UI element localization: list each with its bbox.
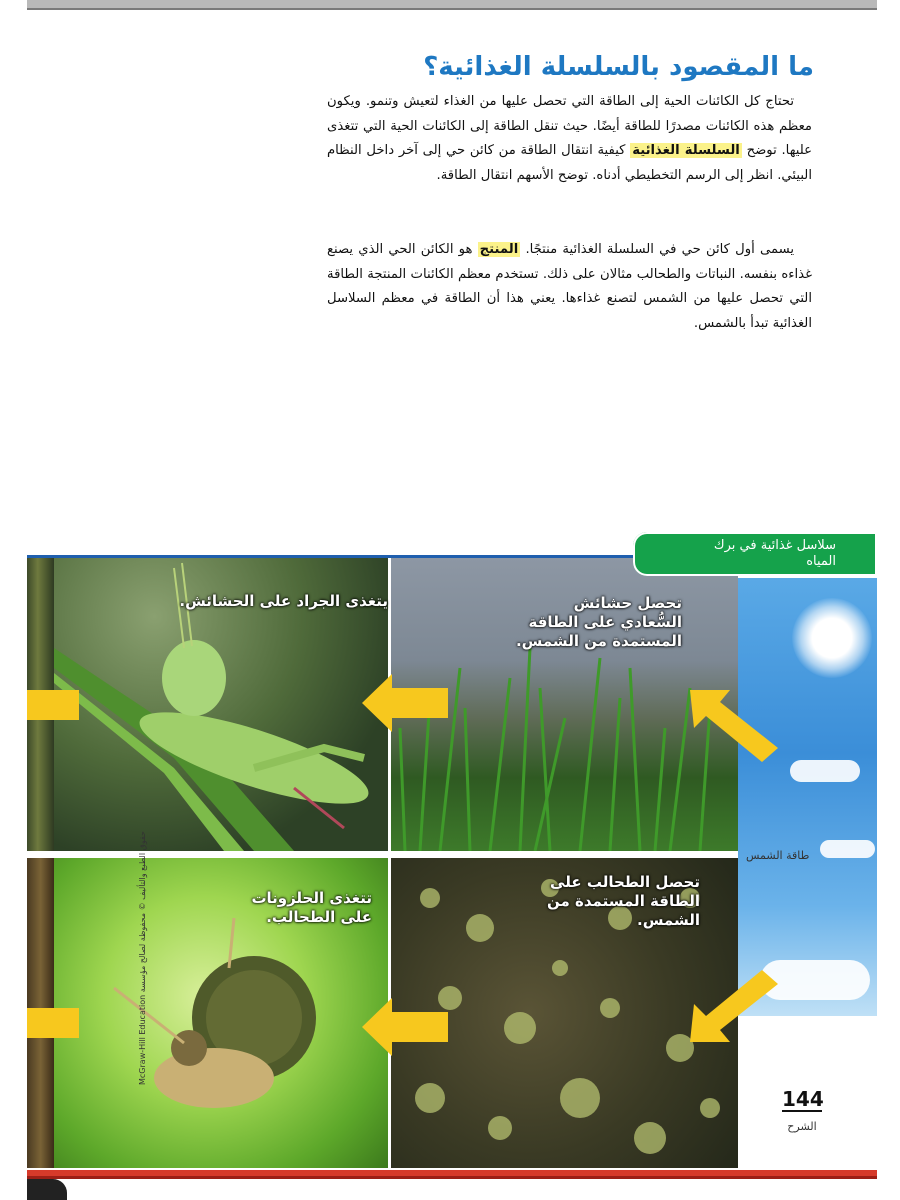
term-food-chain: السلسلة الغذائية <box>632 143 740 158</box>
arrow-down-left-icon <box>690 968 780 1044</box>
page-number: 144 <box>782 1087 824 1111</box>
top-rule-shadow <box>27 8 877 10</box>
arrow-down-left-icon <box>690 688 780 764</box>
producer-text-1: يسمى أول كائن حي في السلسلة الغذائية منتجًا. <box>525 242 795 257</box>
intro-text-1: تحتاج كل الكائنات الحية إلى الطاقة التي تحصل عليها من الغذاء لتعيش وتنمو. ويكون معظم هذه الكائنات مصدرًا للطاقة أيضًا. حيث تنقل الطاقة إلى الكائنات الحية التي تتغذى عليها. توضح <box>327 94 812 158</box>
intro-paragraph <box>327 90 812 188</box>
cloud-shape <box>820 840 875 858</box>
caption-grass: تحصل حشائش السُّعادي على الطاقة المستمدة من الشمس. <box>515 594 682 650</box>
producer-paragraph <box>327 238 812 336</box>
page-label: الشرح <box>787 1120 817 1133</box>
sun-icon <box>792 598 872 678</box>
caption-snail: تتغذى الحلزونات على الطحالب. <box>251 889 372 926</box>
photo-divider-horizontal <box>27 851 738 858</box>
page-title: ما المقصود بالسلسلة الغذائية؟ <box>423 52 814 82</box>
bottom-corner-tab <box>27 1179 67 1200</box>
bottom-rule-shadow <box>27 1176 877 1179</box>
caption-grasshopper: يتغذى الجراد على الحشائش. <box>179 592 388 610</box>
figure-title: سلاسل غذائية في برك المياه <box>713 538 836 569</box>
term-producer: المنتج <box>479 242 519 257</box>
cloud-shape <box>790 760 860 782</box>
photo-divider-vertical <box>388 558 391 1168</box>
copyright-note: McGraw-Hill Education حقوق الطبع والتأليف © محفوظة لصالح مؤسسة <box>138 831 147 1085</box>
producer-text-2: هو الكائن الحي الذي يصنع غذاءه بنفسه. النباتات والطحالب مثالان على ذلك. تستخدم معظم الكائنات المنتجة الطاقة التي تحصل عليها من الشمس لتصنع غذاءها. يعني هذا أن الطاقة في معظم السلاسل الغذائية تبدأ بالشمس. <box>327 242 812 331</box>
caption-algae: تحصل الطحالب على الطاقة المستمدة من الشمس. <box>547 873 700 929</box>
intro-text-2: كيفية انتقال الطاقة من كائن حي إلى آخر داخل النظام البيئي. انظر إلى الرسم التخطيطي أدناه. توضح الأسهم انتقال الطاقة. <box>327 143 812 183</box>
arrow-left-icon <box>27 1008 79 1038</box>
top-rule <box>27 0 877 8</box>
arrow-left-icon <box>27 690 79 720</box>
sun-energy-label: طاقة الشمس <box>746 849 810 862</box>
arrow-left-icon <box>362 674 448 732</box>
arrow-left-icon <box>362 998 448 1056</box>
